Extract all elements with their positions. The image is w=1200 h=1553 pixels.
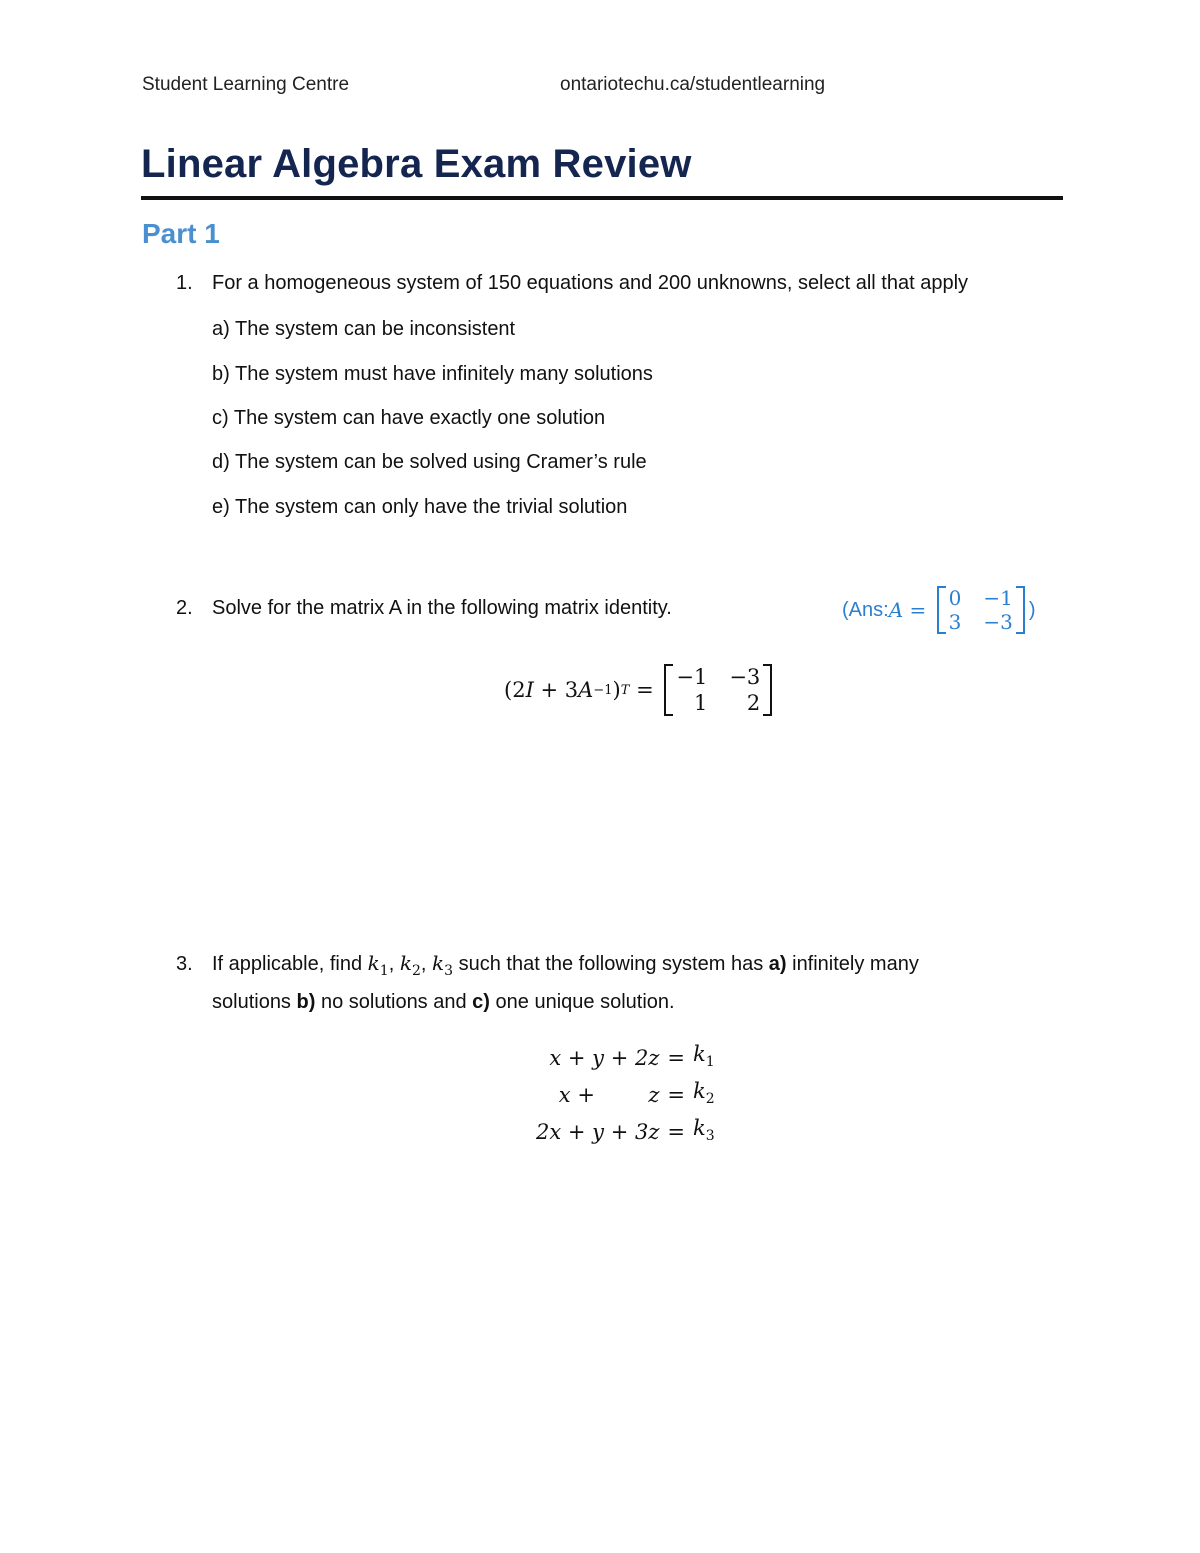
- option-d: d) The system can be solved using Cramer’s rule: [212, 451, 647, 473]
- bold-label: a): [768, 953, 787, 975]
- answer-matrix: [937, 586, 1025, 634]
- matrix-identity: [504, 664, 776, 716]
- matrix-cell: −1: [676, 665, 708, 689]
- option-c: c) The system can have exactly one solution: [212, 407, 606, 429]
- option-b: b) The system must have infinitely many solutions: [212, 363, 653, 385]
- var-k: k: [432, 951, 445, 975]
- part-heading: Part 1: [142, 218, 220, 249]
- question-text: For a homogeneous system of 150 equations and 200 unknowns, select all that apply: [212, 272, 969, 294]
- system-rhs: k: [693, 1079, 706, 1104]
- eq-part: =: [629, 678, 661, 702]
- eq-part: ): [612, 678, 621, 702]
- question-2: [176, 597, 672, 620]
- title-rule: [141, 196, 1063, 200]
- eq-superscript: T: [620, 682, 630, 698]
- subscript: 1: [705, 1054, 715, 1071]
- subscript: 3: [444, 963, 454, 979]
- eq-part: A: [578, 678, 594, 702]
- left-bracket: [664, 664, 673, 716]
- subscript: 1: [379, 963, 389, 979]
- question-text: such that the following system has: [453, 953, 769, 975]
- system-rhs: k: [693, 1116, 706, 1141]
- matrix-cell: −1: [983, 586, 1013, 610]
- eq-part: (2: [504, 678, 526, 702]
- question-text: no solutions and: [315, 991, 473, 1013]
- question-number: 1.: [176, 272, 193, 294]
- matrix-cell: 0: [948, 586, 962, 610]
- system-lhs: 2x + y + 3z: [536, 1120, 660, 1145]
- question-text: If applicable, find: [212, 953, 368, 975]
- answer-var: A: [888, 598, 904, 622]
- system-row: [536, 1040, 715, 1077]
- option-e: e) The system can only have the trivial solution: [212, 496, 628, 518]
- bold-label: c): [472, 991, 490, 1013]
- var-k: k: [399, 951, 412, 975]
- subscript: 3: [705, 1128, 715, 1145]
- system-row: [536, 1077, 715, 1114]
- answer-prefix: (Ans:: [842, 598, 889, 621]
- answer-suffix: ): [1028, 598, 1036, 621]
- subscript: 2: [705, 1091, 715, 1108]
- question-3: [176, 948, 919, 1018]
- question-number: 2.: [176, 597, 193, 619]
- identity-matrix: [664, 664, 772, 716]
- eq-part: + 3: [533, 678, 579, 702]
- header-left: Student Learning Centre: [142, 74, 350, 95]
- matrix-cell: −3: [983, 610, 1013, 634]
- var-k: k: [367, 951, 380, 975]
- comma: ,: [388, 953, 400, 975]
- question-text: infinitely many: [786, 953, 919, 975]
- option-a: a) The system can be inconsistent: [212, 318, 516, 340]
- equation-system: [536, 1040, 715, 1152]
- question-number: 3.: [176, 953, 193, 975]
- page-title: Linear Algebra Exam Review: [141, 142, 692, 186]
- right-bracket: [763, 664, 772, 716]
- comma: ,: [420, 953, 432, 975]
- eq-part: I: [525, 678, 534, 702]
- question-1: [176, 272, 968, 295]
- left-bracket: [937, 586, 946, 634]
- matrix-cell: 2: [746, 691, 761, 715]
- matrix-cell: 3: [948, 610, 962, 634]
- matrix-cell: −3: [729, 665, 761, 689]
- subscript: 2: [411, 963, 421, 979]
- system-lhs: x + y + 2z: [549, 1046, 660, 1071]
- system-lhs: x + z: [558, 1083, 660, 1108]
- system-row: [536, 1114, 715, 1151]
- header-url: ontariotechu.ca/studentlearning: [560, 74, 826, 95]
- question-text: one unique solution.: [489, 991, 675, 1013]
- system-equals: =: [667, 1120, 685, 1145]
- system-equals: =: [667, 1046, 685, 1071]
- bold-label: b): [296, 991, 316, 1013]
- question-text: solutions: [212, 991, 297, 1013]
- system-rhs: k: [693, 1042, 706, 1066]
- system-equals: =: [667, 1083, 685, 1108]
- right-bracket: [1016, 586, 1025, 634]
- question-text: Solve for the matrix A in the following matrix identity.: [212, 597, 672, 619]
- answer-equals: =: [903, 598, 933, 622]
- matrix-cell: 1: [693, 691, 708, 715]
- answer-note: [842, 586, 1036, 634]
- eq-superscript: −1: [593, 682, 613, 698]
